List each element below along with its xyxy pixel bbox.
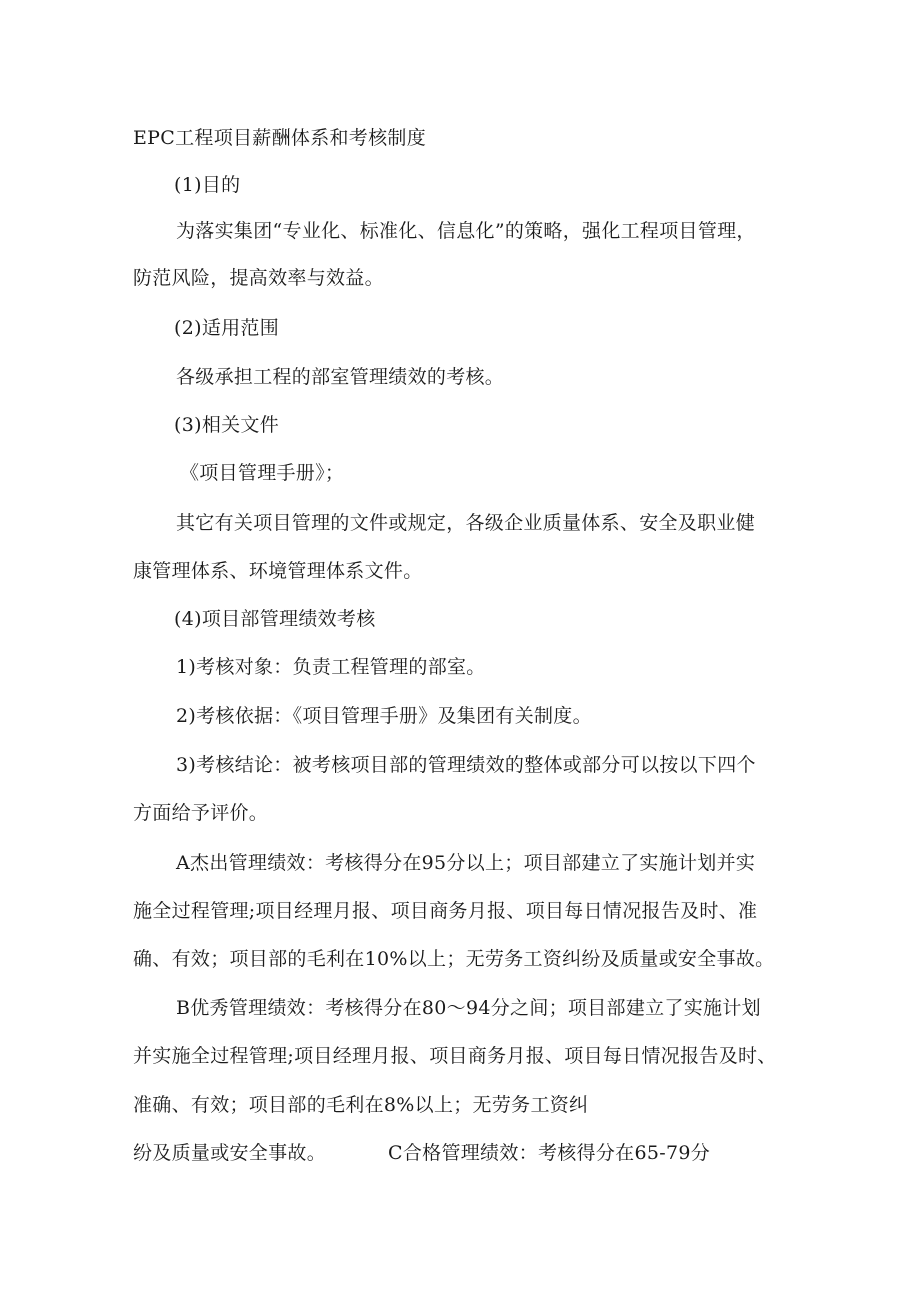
- paragraph-line: 康管理体系、环境管理体系文件。: [133, 560, 423, 582]
- paragraph-line: 为落实集团“专业化、标准化、信息化”的策略，强化工程项目管理，: [176, 220, 756, 242]
- document-title: EPC工程项目薪酬体系和考核制度: [133, 127, 426, 149]
- paragraph-line: 《项目管理手册》；: [180, 462, 345, 484]
- paragraph-line: [133, 1141, 710, 1165]
- paragraph-line: 方面给予评价。: [133, 802, 269, 824]
- section-heading-related-docs: (3)相关文件: [174, 414, 280, 436]
- paragraph-line: B优秀管理绩效：考核得分在80～94分之间；项目部建立了实施计划: [176, 997, 761, 1019]
- paragraph-line: 确、有效；项目部的毛利在10%以上；无劳务工资纠纷及质量或安全事故。: [133, 948, 775, 970]
- paragraph-line: 准确、有效；项目部的毛利在8%以上；无劳务工资纠: [133, 1094, 589, 1116]
- paragraph-line: 3)考核结论：被考核项目部的管理绩效的整体或部分可以按以下四个: [176, 754, 756, 776]
- paragraph-line: 防范风险，提高效率与效益。: [133, 267, 384, 289]
- paragraph-line: 其它有关项目管理的文件或规定，各级企业质量体系、安全及职业健: [176, 512, 756, 534]
- section-heading-assessment: (4)项目部管理绩效考核: [174, 608, 376, 630]
- section-heading-purpose: (1)目的: [174, 174, 241, 196]
- line-segment: C合格管理绩效：考核得分在65-79分: [388, 1142, 711, 1164]
- paragraph-line: A杰出管理绩效：考核得分在95分以上；项目部建立了实施计划并实: [176, 852, 756, 874]
- paragraph-line: 1)考核对象：负责工程管理的部室。: [176, 656, 486, 678]
- line-segment: 纷及质量或安全事故。: [133, 1142, 327, 1164]
- paragraph-line: 并实施全过程管理;项目经理月报、项目商务月报、项目每日情况报告及时、: [133, 1045, 777, 1067]
- paragraph-line: 2)考核依据：《项目管理手册》及集团有关制度。: [176, 705, 592, 727]
- section-heading-scope: (2)适用范围: [174, 317, 280, 339]
- paragraph-line: 施全过程管理;项目经理月报、项目商务月报、项目每日情况报告及时、准: [133, 900, 758, 922]
- paragraph-line: 各级承担工程的部室管理绩效的考核。: [176, 366, 505, 388]
